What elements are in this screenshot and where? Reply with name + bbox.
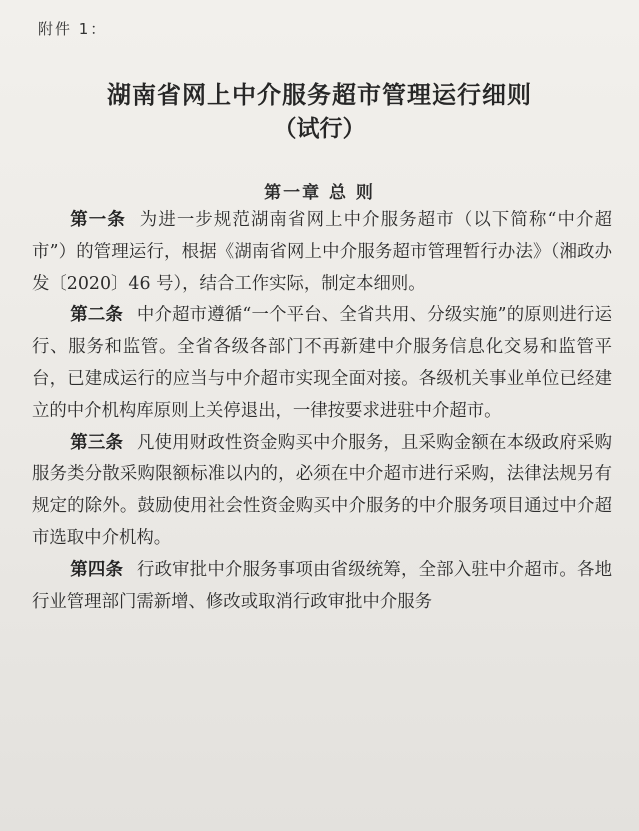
article-1-title: 第一条 (70, 210, 126, 230)
article-2-text: 中介超市遵循“一个平台、全省共用、分级实施”的原则进行运行、服务和监管。全省各级各部门不再新建中介服务信息化交易和监管平台，已建成运行的应当与中介超市实现全面对接。各级机关事业单位已经建立的中介机构库原则上关停退出，一律按要求进驻中介超市。 (32, 305, 612, 421)
document-subtitle: （试行） (273, 116, 366, 142)
article-2 (32, 300, 612, 427)
article-3-title: 第三条 (70, 432, 124, 453)
article-3-text: 凡使用财政性资金购买中介服务，且采购金额在本级政府采购服务类分散采购限额标准以内的，必须在中介超市进行采购，法律法规另有规定的除外。鼓励使用社会性资金购买中介服务的中介服务项目通过中介超市选取中介机构。 (32, 432, 612, 548)
article-1 (32, 205, 612, 300)
article-3 (32, 428, 612, 555)
chapter-title: 第一章 总 则 (264, 183, 375, 203)
article-2-title: 第二条 (70, 305, 124, 326)
document-body (32, 205, 612, 618)
attachment-label: 附件 1： (38, 20, 108, 38)
article-4-text: 行政审批中介服务事项由省级统筹，全部入驻中介超市。各地行业管理部门需新增、修改或取消行政审批中介服务 (32, 559, 612, 612)
document-title: 湖南省网上中介服务超市管理运行细则 (107, 81, 532, 109)
article-4 (32, 555, 612, 619)
article-1-text: 为进一步规范湖南省网上中介服务超市（以下简称“中介超市”）的管理运行，根据《湖南省网上中介服务超市管理暂行办法》（湘政办发〔2020〕46 号），结合工作实际，制定本细则。 (32, 210, 612, 294)
article-4-title: 第四条 (70, 559, 124, 580)
